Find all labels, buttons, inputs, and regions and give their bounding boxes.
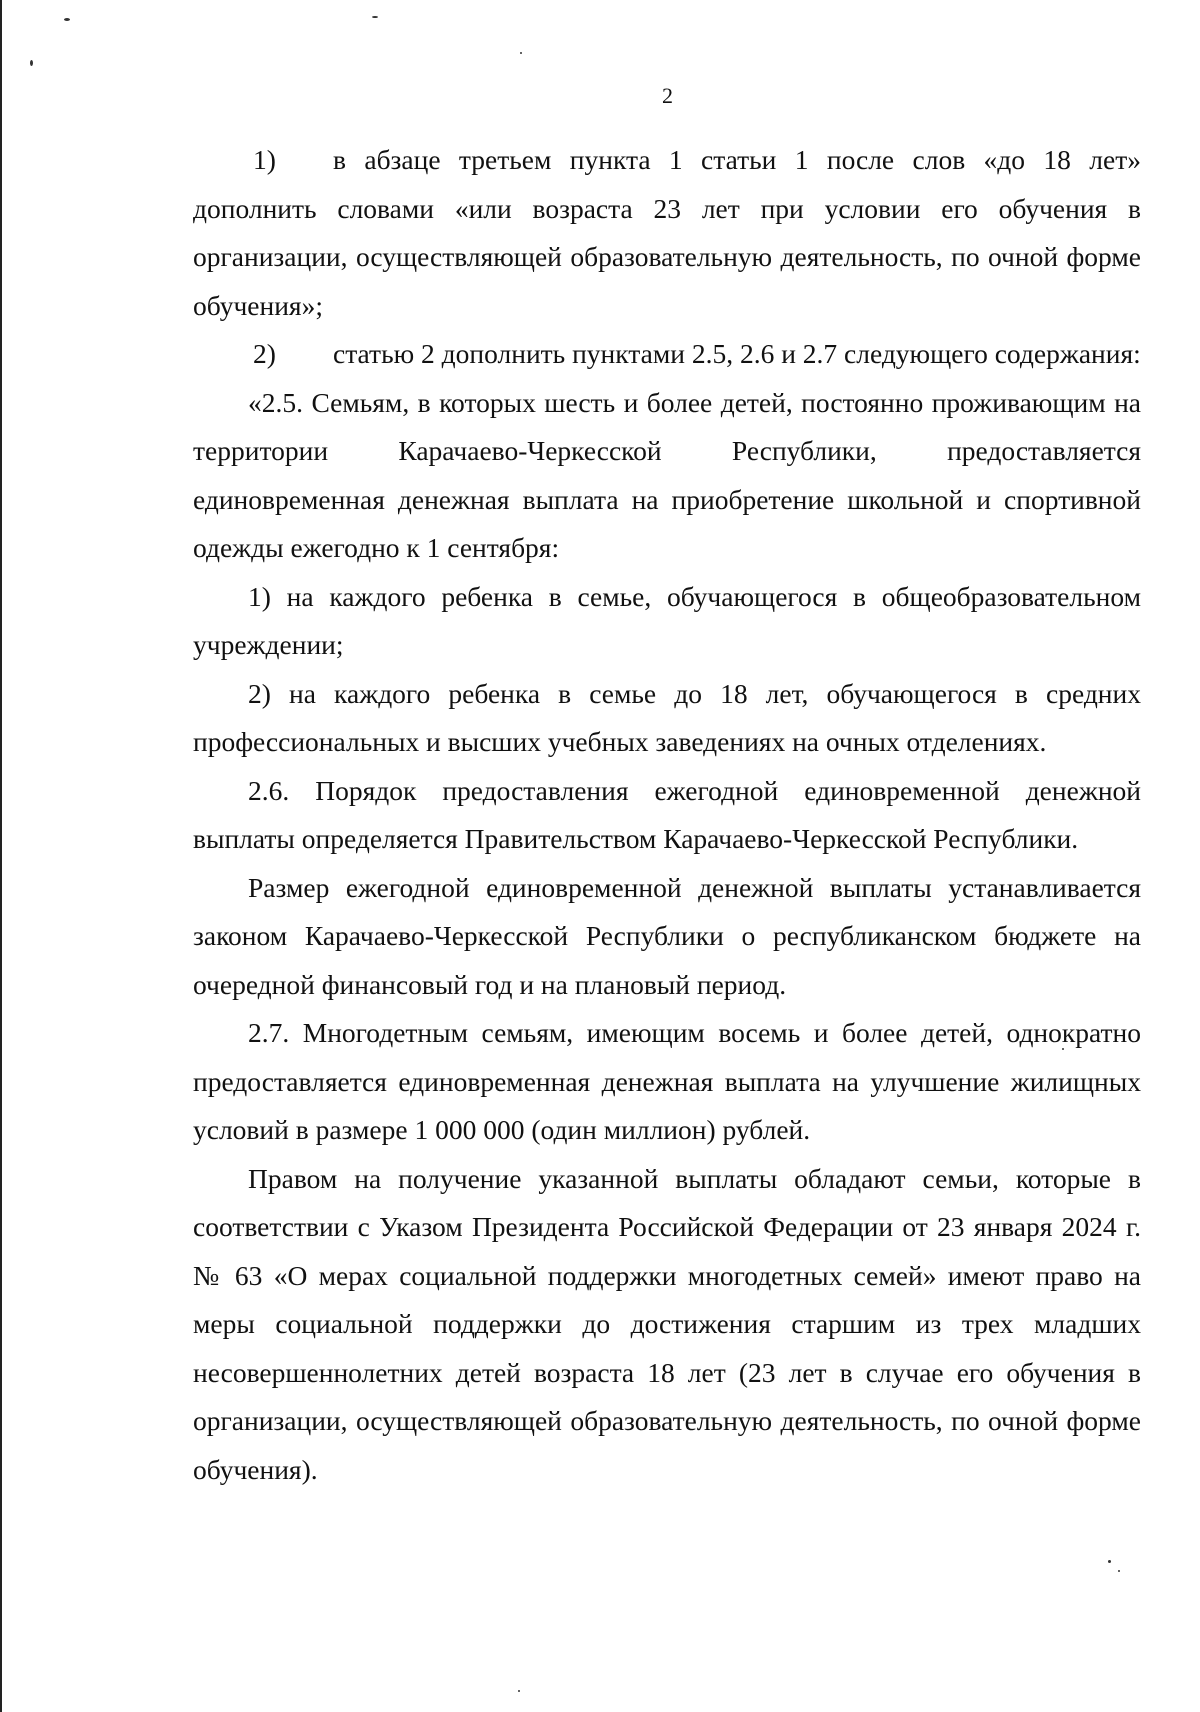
amendment-item-2	[193, 330, 1141, 379]
scan-speck	[372, 16, 378, 18]
paragraph-2-7: 2.7. Многодетным семьям, имеющим восемь и более детей, однократно предоставляется единовременная денежная выплата на улучшение жилищных условий в размере 1 000 000 (один миллион) рублей.	[193, 1017, 1141, 1145]
item-text: статью 2 дополнить пунктами 2.5, 2.6 и 2.7 следующего содержания:	[333, 338, 1141, 369]
paragraph-2-6-amount: Размер ежегодной единовременной денежной выплаты устанавливается законом Карачаево-Черкесской Республики о республиканском бюджете на очередной финансовый год и на плановый период.	[193, 871, 1141, 1000]
item-text: в абзаце третьем пункта 1 статьи 1 после слов «до 18 лет» дополнить словами «или возраста 23 лет при условии его обучения в организации, осуществляющей образовательную деятельность, по очной форме обучения»;	[193, 144, 1141, 321]
scan-edge-line	[0, 0, 2, 1712]
scan-speck	[518, 1690, 520, 1692]
scan-speck	[1108, 1560, 1111, 1563]
document-body	[193, 136, 1141, 1494]
item-number: 1)	[253, 144, 276, 175]
scan-speck	[64, 18, 70, 21]
paragraph-2-5-subitem-1: 1) на каждого ребенка в семье, обучающегося в общеобразовательном учреждении;	[193, 580, 1141, 660]
scan-speck	[30, 60, 33, 66]
paragraph-2-5-subitem-2: 2) на каждого ребенка в семье до 18 лет, обучающегося в средних профессиональных и высших учебных заведениях на очных отделениях.	[193, 677, 1141, 757]
paragraph-2-5: «2.5. Семьям, в которых шесть и более детей, постоянно проживающим на территории Карачаево-Черкесской Республики, предоставляется единовременная денежная выплата на приобретение школьной и спортивной одежды ежегодно к 1 сентября:	[193, 386, 1141, 563]
scan-speck	[1118, 1570, 1120, 1572]
item-number: 2)	[253, 338, 276, 369]
scan-speck	[520, 52, 522, 54]
amendment-item-1	[193, 136, 1141, 330]
paragraph-2-6: 2.6. Порядок предоставления ежегодной единовременной денежной выплаты определяется Правительством Карачаево-Черкесской Республики.	[193, 774, 1141, 854]
paragraph-2-7-eligibility: Правом на получение указанной выплаты обладают семьи, которые в соответствии с Указом Президента Российской Федерации от 23 января 2024 г. № 63 «О мерах социальной поддержки многодетных семей» имеют право на меры социальной поддержки до достижения старшим из трех младших несовершеннолетних детей возраста 18 лет (23 лет в случае его обучения в организации, осуществляющей образовательную деятельность, по очной форме обучения).	[193, 1162, 1141, 1485]
page-number: 2	[662, 83, 673, 108]
